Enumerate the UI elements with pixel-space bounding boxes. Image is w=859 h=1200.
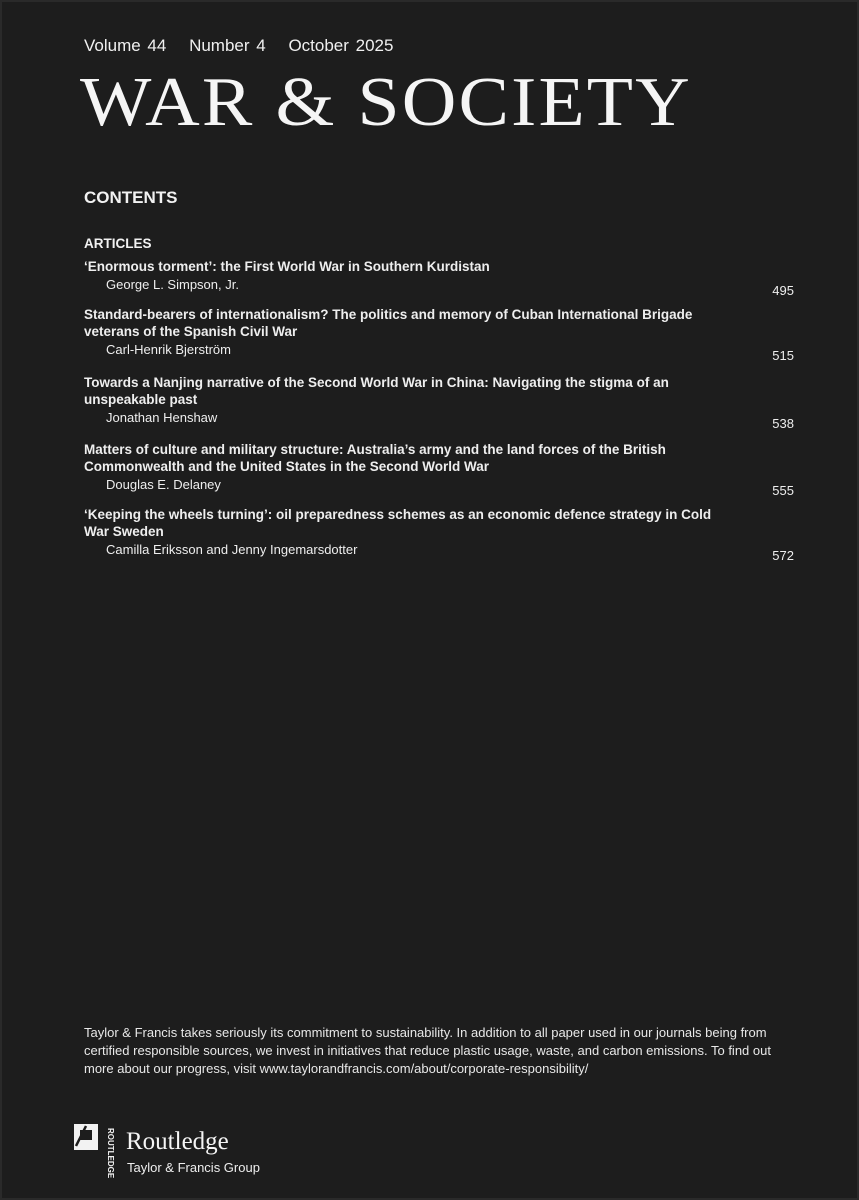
article-author: Jonathan Henshaw [106,410,218,425]
article-title[interactable]: ‘Keeping the wheels turning’: oil preparedness schemes as an economic defence strategy in Cold War Sweden [84,507,712,539]
issue-date-label: October 2025 [288,36,394,55]
article-author: Douglas E. Delaney [106,477,221,492]
issue-info [84,36,409,56]
article-title[interactable]: Towards a Nanjing narrative of the Second World War in China: Navigating the stigma of an unspeakable past [84,375,669,407]
publisher-group: Taylor & Francis Group [127,1160,260,1175]
article-author: George L. Simpson, Jr. [106,277,239,292]
journal-title: WAR & SOCIETY [80,64,692,141]
article-title[interactable]: ‘Enormous torment’: the First World War in Southern Kurdistan [84,259,490,274]
article-page-number: 538 [772,416,794,431]
articles-section-label: ARTICLES [84,236,152,251]
article-entry[interactable] [84,441,794,498]
volume-label: Volume 44 [84,36,167,55]
article-page-number: 555 [772,483,794,498]
publisher-name: Routledge [126,1128,229,1155]
article-entry[interactable] [84,506,794,563]
article-entry[interactable] [84,306,794,363]
contents-heading: CONTENTS [84,188,178,207]
sustainability-note: Taylor & Francis takes seriously its commitment to sustainability. In addition to all paper used in our journals being from certified responsible sources, we invest in initiatives that reduce plastic usage, waste, and carbon emissions. To find out more about our progress, visit www.taylorandfrancis.com/about/corporate-responsibility/ [84,1025,771,1076]
routledge-logo-text: ROUTLEDGE [106,1128,115,1179]
article-title[interactable]: Matters of culture and military structure: Australia’s army and the land forces of the British Commonwealth and the United States in the Second World War [84,442,666,474]
article-author: Carl-Henrik Bjerström [106,342,231,357]
issue-number-label: Number 4 [189,36,266,55]
article-page-number: 515 [772,348,794,363]
article-entry[interactable] [84,258,794,298]
article-title[interactable]: Standard-bearers of internationalism? The politics and memory of Cuban International Brigade veterans of the Spanish Civil War [84,307,693,339]
article-page-number: 495 [772,283,794,298]
article-author: Camilla Eriksson and Jenny Ingemarsdotter [106,542,358,557]
article-entry[interactable] [84,374,794,431]
routledge-logo-icon [72,1122,115,1180]
article-page-number: 572 [772,548,794,563]
